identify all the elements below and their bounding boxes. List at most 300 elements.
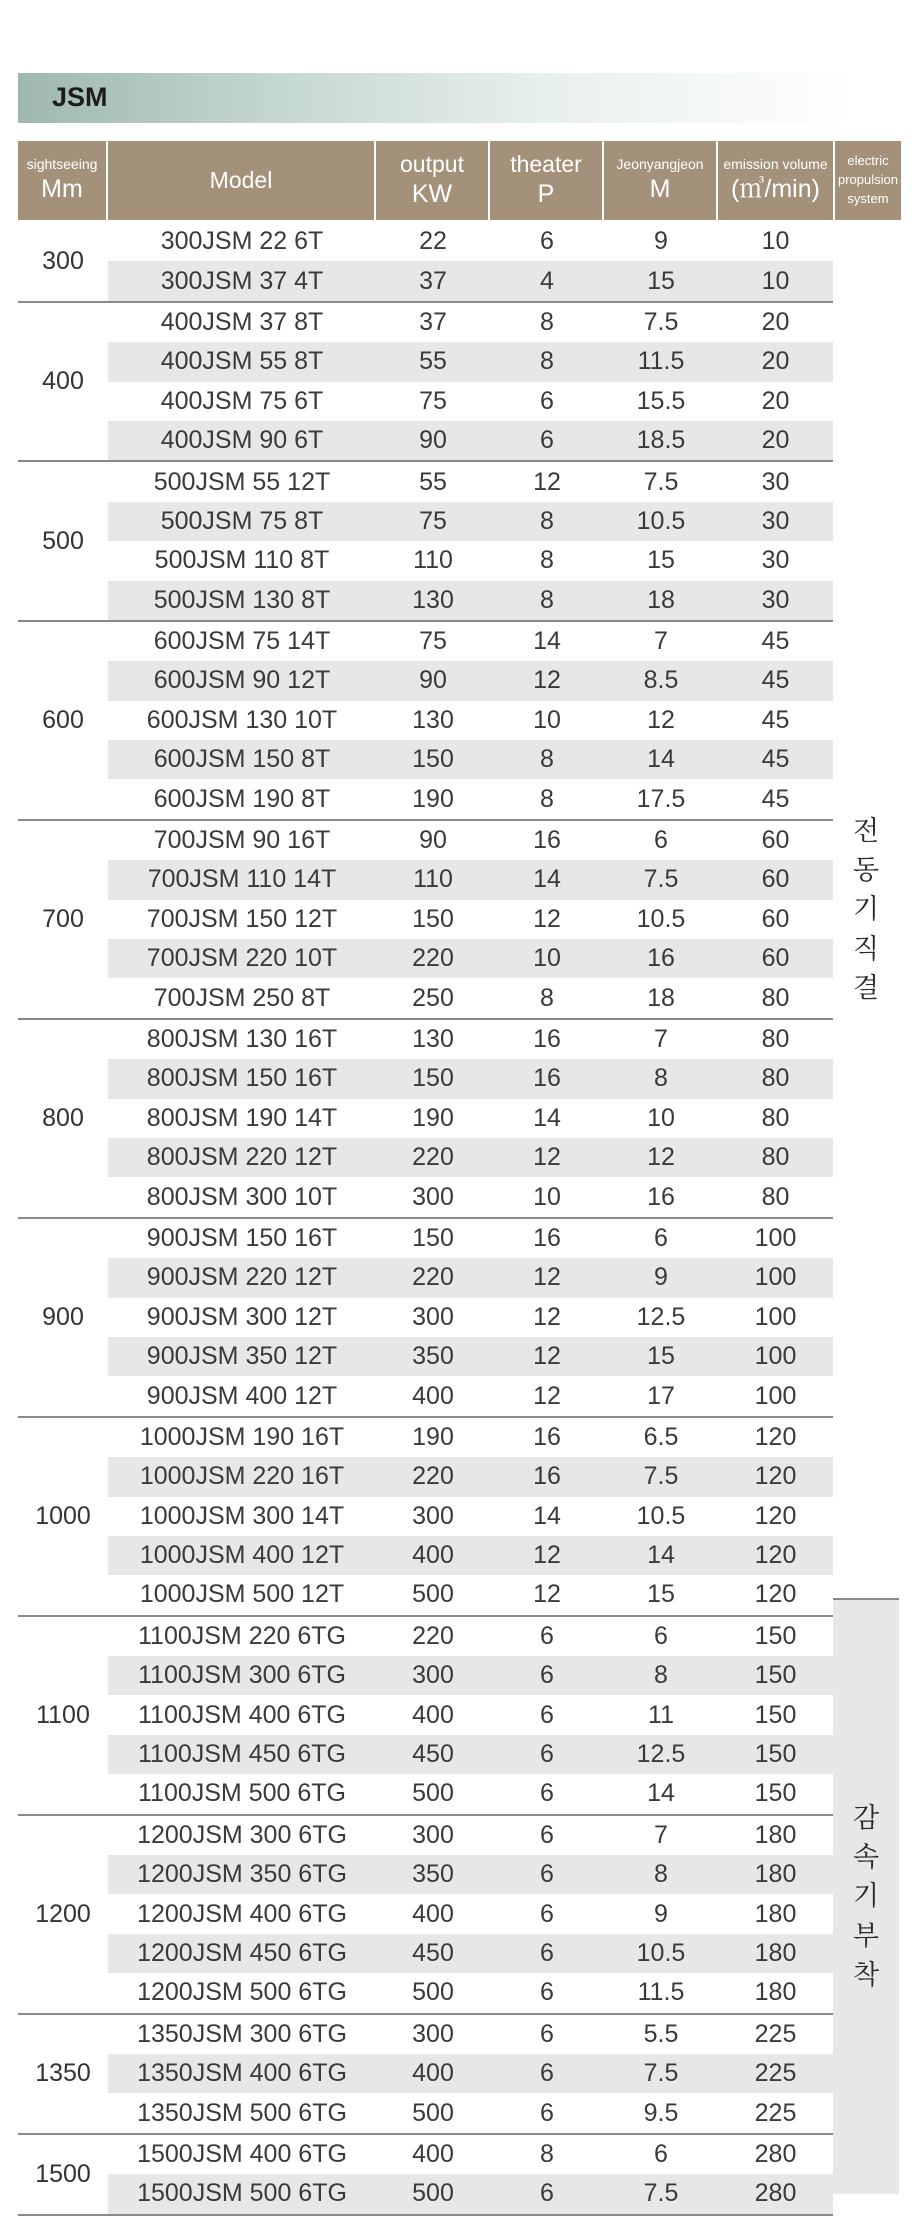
output-cell: 400 [412, 1899, 454, 1928]
emission-cell: 30 [761, 506, 790, 535]
output-cell: 90 [419, 666, 447, 695]
theater-cell: 6 [540, 2179, 554, 2208]
head-cell: 6 [654, 826, 668, 855]
model-cell: 1350JSM 300 6TG [137, 2019, 347, 2048]
head-cell: 5.5 [643, 2019, 679, 2048]
table-row [108, 1298, 833, 1337]
table-row [108, 978, 833, 1017]
head-cell: 7.5 [643, 307, 679, 336]
table-row [108, 1575, 833, 1614]
table-row [108, 382, 833, 421]
emission-cell: 10 [761, 266, 790, 295]
output-cell: 55 [419, 467, 447, 496]
theater-cell: 6 [540, 1978, 554, 2007]
output-cell: 500 [412, 1978, 454, 2007]
theater-cell: 4 [540, 266, 554, 295]
header-propulsion-label: electric propulsion system [838, 153, 898, 206]
output-cell: 75 [419, 506, 447, 535]
table-row [108, 1656, 833, 1695]
theater-cell: 16 [533, 1064, 561, 1093]
emission-cell: 180 [754, 1860, 797, 1889]
emission-cell: 80 [761, 983, 790, 1012]
head-cell: 10 [647, 1103, 675, 1132]
table-row [108, 1617, 833, 1656]
head-cell: 11 [648, 1700, 674, 1729]
model-cell: 1100JSM 450 6TG [138, 1740, 346, 1769]
header-sightseeing [18, 141, 108, 220]
emission-cell: 20 [761, 347, 790, 376]
output-cell: 220 [412, 944, 454, 973]
model-cell: 900JSM 350 12T [146, 1342, 338, 1371]
reducer-label-cell [833, 1598, 899, 2194]
table-row [108, 2054, 833, 2093]
theater-cell: 14 [533, 1501, 561, 1530]
head-cell: 7.5 [643, 467, 679, 496]
head-cell: 8 [654, 1661, 668, 1690]
size-group [18, 303, 833, 463]
model-cell: 1000JSM 190 16T [139, 1422, 345, 1451]
emission-cell: 120 [754, 1501, 797, 1530]
table-row [108, 2093, 833, 2132]
emission-cell: 60 [761, 826, 790, 855]
head-cell: 10.5 [636, 1938, 686, 1967]
head-cell: 9 [654, 1263, 668, 1292]
table-row [108, 1258, 833, 1297]
model-cell: 900JSM 300 12T [146, 1302, 338, 1331]
output-cell: 450 [412, 1938, 454, 1967]
head-cell: 15 [647, 1342, 675, 1371]
emission-cell: 30 [761, 546, 790, 575]
model-cell: 1100JSM 500 6TG [138, 1779, 346, 1808]
output-cell: 500 [412, 2098, 454, 2127]
emission-cell: 80 [761, 1064, 790, 1093]
theater-cell: 8 [540, 2139, 554, 2168]
model-cell: 500JSM 110 8T [154, 546, 330, 575]
output-cell: 150 [412, 1064, 454, 1093]
header-sightseeing-label: sightseeing [26, 156, 98, 173]
header-propulsion [835, 141, 901, 220]
output-cell: 90 [419, 826, 447, 855]
output-cell: 130 [412, 585, 454, 614]
head-cell: 8.5 [643, 666, 679, 695]
emission-cell: 20 [761, 426, 790, 455]
theater-cell: 12 [533, 1580, 561, 1609]
theater-cell: 6 [540, 1938, 554, 1967]
table-row [108, 502, 833, 541]
header-jeonyangjeon-label: Jeonyangjeon [616, 156, 704, 173]
table-row [108, 581, 833, 620]
header-theater-unit: P [537, 180, 555, 209]
model-cell: 800JSM 130 16T [146, 1025, 338, 1053]
output-cell: 400 [412, 1700, 454, 1729]
size-group [18, 1617, 833, 1816]
table-row [108, 303, 833, 342]
theater-cell: 6 [540, 1621, 554, 1650]
theater-cell: 6 [540, 2098, 554, 2127]
table-row [108, 1695, 833, 1734]
output-cell: 130 [412, 705, 454, 734]
output-cell: 150 [412, 745, 454, 774]
table-row [108, 222, 833, 261]
emission-cell: 100 [754, 1263, 797, 1292]
model-cell: 1000JSM 220 16T [139, 1462, 345, 1491]
model-cell: 600JSM 75 14T [153, 627, 331, 656]
size-group [18, 222, 833, 303]
head-cell: 16 [647, 1182, 675, 1211]
table-row [108, 821, 833, 860]
header-model-label: Model [209, 166, 273, 193]
model-cell: 1100JSM 220 6TG [138, 1621, 346, 1650]
output-cell: 300 [412, 1302, 454, 1331]
head-cell: 7 [654, 1820, 668, 1849]
emission-cell: 225 [754, 2098, 797, 2127]
emission-cell: 100 [754, 1381, 797, 1410]
model-cell: 800JSM 190 14T [146, 1103, 338, 1132]
theater-cell: 8 [540, 745, 554, 774]
head-cell: 6 [654, 2139, 668, 2168]
output-cell: 75 [419, 627, 447, 656]
model-cell: 700JSM 110 14T [147, 865, 337, 894]
output-cell: 190 [412, 1103, 454, 1132]
table-row [108, 261, 833, 300]
header-emission [718, 141, 835, 220]
output-cell: 75 [419, 386, 447, 415]
head-cell: 11.5 [637, 347, 685, 376]
model-cell: 900JSM 220 12T [146, 1263, 338, 1292]
page-title: JSM [52, 82, 108, 112]
head-cell: 14 [647, 1541, 675, 1570]
emission-cell: 150 [754, 1779, 797, 1808]
output-cell: 220 [412, 1462, 454, 1491]
output-cell: 190 [412, 1422, 454, 1451]
model-cell: 600JSM 150 8T [153, 745, 331, 774]
emission-cell: 60 [761, 944, 790, 973]
theater-cell: 12 [533, 666, 561, 695]
model-cell: 400JSM 37 8T [160, 307, 324, 336]
head-cell: 17.5 [636, 784, 686, 813]
model-cell: 1000JSM 400 12T [139, 1541, 345, 1570]
output-cell: 400 [412, 1541, 454, 1570]
output-cell: 300 [412, 1661, 454, 1690]
theater-cell: 12 [533, 467, 561, 496]
model-cell: 400JSM 55 8T [160, 347, 324, 376]
size-cell: 400 [42, 367, 84, 396]
table-row [108, 1099, 833, 1138]
table-row [108, 1020, 833, 1059]
head-cell: 10.5 [636, 1501, 686, 1530]
emission-cell: 120 [754, 1580, 797, 1609]
model-cell: 300JSM 37 4T [160, 266, 324, 295]
table-row [108, 1337, 833, 1376]
emission-cell: 45 [761, 745, 790, 774]
theater-cell: 8 [540, 506, 554, 535]
table-row [108, 1376, 833, 1415]
theater-cell: 6 [540, 1820, 554, 1849]
table-row [108, 661, 833, 700]
output-cell: 500 [412, 1580, 454, 1609]
model-cell: 700JSM 250 8T [153, 983, 331, 1012]
theater-cell: 10 [533, 944, 561, 973]
table-row [108, 1894, 833, 1933]
header-emission-label: emission volume [723, 156, 828, 173]
head-cell: 12 [647, 1143, 675, 1172]
header-output [376, 141, 490, 220]
emission-cell: 45 [761, 627, 790, 656]
head-cell: 17 [647, 1381, 675, 1410]
size-cell: 1100 [36, 1700, 90, 1729]
model-cell: 400JSM 90 6T [160, 426, 324, 455]
emission-cell: 100 [754, 1342, 797, 1371]
model-cell: 300JSM 22 6T [160, 227, 324, 256]
emission-cell: 100 [754, 1223, 797, 1252]
size-cell: 300 [42, 246, 84, 275]
size-cell: 1350 [35, 2059, 91, 2088]
table-row [108, 860, 833, 899]
head-cell: 12.5 [636, 1740, 686, 1769]
table-row [108, 939, 833, 978]
theater-cell: 12 [533, 1143, 561, 1172]
model-cell: 1100JSM 400 6TG [138, 1700, 346, 1729]
theater-cell: 8 [540, 546, 554, 575]
output-cell: 300 [412, 1182, 454, 1211]
output-cell: 300 [412, 1501, 454, 1530]
model-cell: 1100JSM 300 6TG [138, 1661, 346, 1690]
table-row [108, 1497, 833, 1536]
theater-cell: 16 [533, 1223, 561, 1252]
model-cell: 800JSM 220 12T [146, 1143, 338, 1172]
theater-cell: 6 [540, 1860, 554, 1889]
size-cell: 500 [42, 526, 84, 555]
model-cell: 500JSM 130 8T [153, 585, 331, 614]
model-cell: 500JSM 75 8T [160, 506, 324, 535]
size-cell: 700 [42, 904, 84, 933]
emission-cell: 120 [754, 1422, 797, 1451]
theater-cell: 8 [540, 307, 554, 336]
table-row [108, 421, 833, 460]
head-cell: 15.5 [636, 386, 686, 415]
theater-cell: 8 [540, 347, 554, 376]
head-cell: 6.5 [643, 1422, 679, 1451]
head-cell: 9 [654, 227, 668, 256]
table-row [108, 1735, 833, 1774]
emission-cell: 180 [754, 1820, 797, 1849]
table-row [108, 900, 833, 939]
head-cell: 18.5 [636, 426, 686, 455]
title-bar [18, 73, 898, 123]
model-cell: 1200JSM 500 6TG [137, 1978, 347, 2007]
table-row [108, 2135, 833, 2174]
theater-cell: 6 [540, 426, 554, 455]
theater-cell: 12 [533, 1381, 561, 1410]
table-row [108, 2174, 833, 2213]
model-cell: 1500JSM 500 6TG [137, 2179, 347, 2208]
head-cell: 18 [647, 585, 675, 614]
output-cell: 400 [412, 2059, 454, 2088]
header-output-unit: KW [411, 180, 453, 209]
model-cell: 700JSM 90 16T [153, 826, 331, 855]
theater-cell: 6 [540, 1899, 554, 1928]
size-group [18, 2015, 833, 2135]
head-cell: 14 [647, 745, 675, 774]
output-cell: 150 [412, 1223, 454, 1252]
table-row [108, 1816, 833, 1855]
emission-cell: 225 [754, 2019, 797, 2048]
head-cell: 7.5 [643, 2179, 679, 2208]
output-cell: 110 [413, 546, 453, 575]
emission-cell: 150 [754, 1700, 797, 1729]
header-emission-unit: (㎥/min) [731, 175, 820, 204]
output-cell: 220 [412, 1263, 454, 1292]
output-cell: 300 [412, 2019, 454, 2048]
emission-cell: 180 [754, 1978, 797, 2007]
theater-cell: 6 [540, 2059, 554, 2088]
emission-cell: 150 [754, 1621, 797, 1650]
head-cell: 15 [647, 1580, 675, 1609]
output-cell: 350 [412, 1860, 454, 1889]
model-cell: 1200JSM 300 6TG [137, 1820, 347, 1849]
model-cell: 1000JSM 500 12T [139, 1580, 345, 1609]
theater-cell: 16 [533, 1462, 561, 1491]
emission-cell: 150 [754, 1740, 797, 1769]
head-cell: 11.5 [637, 1978, 685, 2007]
theater-cell: 6 [540, 2019, 554, 2048]
emission-cell: 20 [761, 386, 790, 415]
head-cell: 12.5 [636, 1302, 686, 1331]
table-row [108, 740, 833, 779]
output-cell: 400 [412, 2139, 454, 2168]
theater-cell: 8 [540, 983, 554, 1012]
table-row [108, 1177, 833, 1216]
table-row [108, 1934, 833, 1973]
header-jeonyangjeon [604, 141, 718, 220]
emission-cell: 180 [754, 1899, 797, 1928]
output-cell: 220 [412, 1621, 454, 1650]
model-cell: 600JSM 190 8T [153, 784, 331, 813]
model-cell: 1350JSM 500 6TG [137, 2098, 347, 2127]
emission-cell: 45 [761, 666, 790, 695]
head-cell: 9 [654, 1899, 668, 1928]
table-row [108, 541, 833, 580]
table-row [108, 622, 833, 661]
output-cell: 450 [412, 1740, 454, 1769]
model-cell: 1200JSM 450 6TG [137, 1938, 347, 1967]
theater-cell: 8 [540, 784, 554, 813]
theater-cell: 6 [540, 227, 554, 256]
model-cell: 1500JSM 400 6TG [137, 2139, 347, 2168]
model-cell: 1200JSM 350 6TG [137, 1860, 347, 1889]
output-cell: 250 [412, 983, 454, 1012]
emission-cell: 120 [754, 1541, 797, 1570]
output-cell: 55 [419, 347, 447, 376]
size-cell: 800 [42, 1103, 84, 1132]
table-row [108, 462, 833, 501]
head-cell: 8 [654, 1860, 668, 1889]
header-model [108, 141, 376, 220]
theater-cell: 12 [533, 904, 561, 933]
theater-cell: 12 [533, 1342, 561, 1371]
emission-cell: 280 [754, 2139, 797, 2168]
output-cell: 500 [412, 1779, 454, 1808]
table-row [108, 1536, 833, 1575]
theater-cell: 14 [533, 1103, 561, 1132]
model-cell: 600JSM 90 12T [153, 666, 331, 695]
emission-cell: 45 [761, 784, 790, 813]
table-row [108, 1219, 833, 1258]
model-cell: 500JSM 55 12T [153, 467, 331, 496]
size-cell: 900 [42, 1302, 84, 1331]
theater-cell: 16 [533, 1025, 561, 1053]
size-cell: 1200 [35, 1899, 91, 1928]
output-cell: 37 [419, 307, 447, 336]
theater-cell: 10 [533, 705, 561, 734]
output-cell: 130 [412, 1025, 454, 1053]
output-cell: 90 [419, 426, 447, 455]
size-cell: 600 [42, 705, 84, 734]
head-cell: 7.5 [643, 1462, 679, 1491]
theater-cell: 6 [540, 1700, 554, 1729]
model-cell: 400JSM 75 6T [160, 386, 324, 415]
theater-cell: 12 [533, 1541, 561, 1570]
table-row [108, 701, 833, 740]
emission-cell: 30 [761, 585, 790, 614]
output-cell: 37 [419, 266, 447, 295]
table-row [108, 1855, 833, 1894]
head-cell: 6 [654, 1223, 668, 1252]
output-cell: 220 [412, 1143, 454, 1172]
head-cell: 7.5 [643, 865, 679, 894]
model-cell: 800JSM 300 10T [146, 1182, 338, 1211]
model-cell: 700JSM 150 12T [146, 904, 338, 933]
size-cell: 1000 [35, 1501, 91, 1530]
theater-cell: 16 [533, 826, 561, 855]
model-cell: 900JSM 150 16T [146, 1223, 338, 1252]
head-cell: 14 [647, 1779, 675, 1808]
emission-cell: 120 [754, 1462, 797, 1491]
table-row [108, 1774, 833, 1813]
model-cell: 700JSM 220 10T [146, 944, 338, 973]
size-cell: 1500 [35, 2159, 91, 2188]
size-group [18, 821, 833, 1020]
direct-coupling-label: 전동기직결 [852, 816, 880, 1003]
size-group [18, 2135, 833, 2216]
table-row [108, 1457, 833, 1496]
size-group [18, 462, 833, 622]
size-group [18, 1219, 833, 1418]
table-header [18, 141, 901, 220]
header-theater [490, 141, 604, 220]
direct-coupling-label-cell [833, 222, 899, 1598]
header-sightseeing-unit: Mm [41, 175, 83, 204]
spec-table-body [18, 222, 833, 2216]
table-row [108, 1059, 833, 1098]
model-cell: 800JSM 150 16T [146, 1064, 338, 1093]
emission-cell: 10 [761, 227, 790, 256]
size-group [18, 1418, 833, 1617]
header-jeonyangjeon-unit: M [649, 175, 671, 204]
size-group [18, 1816, 833, 2015]
emission-cell: 30 [761, 467, 790, 496]
theater-cell: 14 [533, 627, 561, 656]
table-row [108, 342, 833, 381]
emission-cell: 45 [761, 705, 790, 734]
theater-cell: 8 [540, 585, 554, 614]
table-row [108, 1418, 833, 1457]
theater-cell: 12 [533, 1263, 561, 1292]
head-cell: 8 [654, 1064, 668, 1093]
theater-cell: 16 [533, 1422, 561, 1451]
theater-cell: 6 [540, 1661, 554, 1690]
model-cell: 1000JSM 300 14T [139, 1501, 345, 1530]
